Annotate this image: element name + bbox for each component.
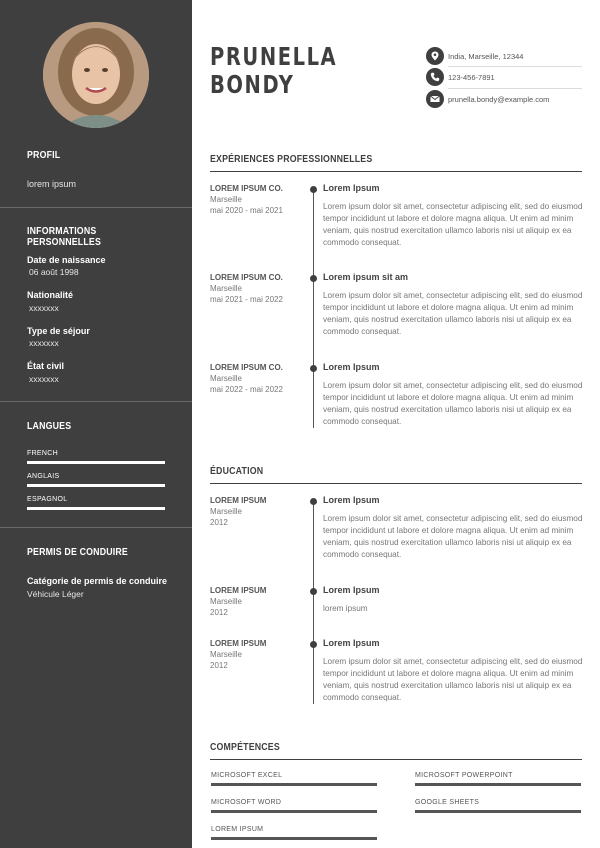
languages-heading: LANGUES — [27, 421, 72, 432]
experience-heading: EXPÉRIENCES PROFESSIONNELLES — [210, 154, 373, 165]
skills-heading: COMPÉTENCES — [210, 742, 280, 753]
entry-description: Lorem ipsum dolor sit amet, consectetur adipiscing elit, sed do eiusmod tempor incididunt ut labore et dolore magna aliqua. Ut enim ad minim veniam, quis nostrud exercitation ullamco laboris nisi ut aliquip ex ea commodo consequat. — [323, 657, 583, 702]
divider — [0, 401, 192, 402]
envelope-icon — [426, 90, 444, 108]
profile-text: lorem ipsum — [27, 179, 77, 189]
section-rule — [210, 483, 582, 484]
license-value: Véhicule Léger — [27, 589, 84, 599]
skill-level-bar — [211, 810, 377, 813]
personal-info-heading: INFORMATIONS PERSONNELLES — [27, 226, 102, 248]
entry-organization: LOREM IPSUM — [210, 639, 267, 648]
entry-city: Marseille — [210, 597, 243, 606]
skill-level-bar — [415, 783, 581, 786]
last-name: BONDY — [210, 70, 295, 99]
entry-dates: mai 2020 - mai 2021 — [210, 206, 283, 215]
divider — [0, 527, 192, 528]
divider — [448, 88, 582, 89]
entry-city: Marseille — [210, 650, 243, 659]
entry-title: Lorem Ipsum — [323, 585, 380, 595]
marital-status-value: xxxxxxx — [29, 374, 59, 384]
birthdate-label: Date de naissance — [27, 255, 106, 265]
entry-organization: LOREM IPSUM CO. — [210, 363, 283, 372]
contact-phone: 123-456-7891 — [448, 73, 495, 82]
skill-name: GOOGLE SHEETS — [415, 799, 480, 806]
entry-city: Marseille — [210, 374, 243, 383]
language-level-bar — [27, 507, 165, 510]
entry-title: Lorem Ipsum — [323, 638, 380, 648]
entry-organization: LOREM IPSUM — [210, 586, 267, 595]
education-heading: ÉDUCATION — [210, 466, 264, 477]
experience-timeline — [313, 188, 314, 428]
language-name: FRENCH — [27, 450, 58, 457]
timeline-dot — [310, 588, 317, 595]
entry-organization: LOREM IPSUM — [210, 496, 267, 505]
sidebar — [0, 0, 192, 848]
nationality-label: Nationalité — [27, 290, 74, 300]
entry-title: Lorem ipsum sit am — [323, 272, 409, 282]
entry-organization: LOREM IPSUM CO. — [210, 273, 283, 282]
skill-level-bar — [211, 837, 377, 840]
section-rule — [210, 759, 582, 760]
entry-description: Lorem ipsum dolor sit amet, consectetur adipiscing elit, sed do eiusmod tempor incididunt ut labore et dolore magna aliqua. Ut enim ad minim veniam, quis nostrud exercitation ullamco laboris nisi ut aliquip ex ea commodo consequat. — [323, 381, 583, 426]
timeline-dot — [310, 498, 317, 505]
entry-dates: 2012 — [210, 661, 228, 670]
entry-title: Lorem Ipsum — [323, 362, 380, 372]
entry-title: Lorem Ipsum — [323, 183, 380, 193]
phone-icon — [426, 68, 444, 86]
nationality-value: xxxxxxx — [29, 303, 59, 313]
timeline-dot — [310, 641, 317, 648]
education-timeline — [313, 500, 314, 704]
language-name: ESPAGNOL — [27, 496, 68, 503]
skill-name: LOREM IPSUM — [211, 826, 264, 833]
entry-dates: 2012 — [210, 608, 228, 617]
marital-status-label: État civil — [27, 361, 65, 371]
entry-dates: mai 2021 - mai 2022 — [210, 295, 283, 304]
location-pin-icon — [426, 47, 444, 65]
entry-description: Lorem ipsum dolor sit amet, consectetur adipiscing elit, sed do eiusmod tempor incididunt ut labore et dolore magna aliqua. Ut enim ad minim veniam, quis nostrud exercitation ullamco laboris nisi ut aliquip ex ea commodo consequat. — [323, 291, 583, 336]
first-name: PRUNELLA — [210, 42, 338, 71]
skill-name: MICROSOFT POWERPOINT — [415, 772, 513, 779]
divider — [0, 207, 192, 208]
license-label: Catégorie de permis de conduire — [27, 576, 168, 586]
entry-city: Marseille — [210, 195, 243, 204]
residence-type-label: Type de séjour — [27, 326, 90, 336]
section-rule — [210, 171, 582, 172]
entry-dates: 2012 — [210, 518, 228, 527]
entry-city: Marseille — [210, 507, 243, 516]
skill-level-bar — [211, 783, 377, 786]
license-heading: PERMIS DE CONDUIRE — [27, 547, 128, 558]
entry-dates: mai 2022 - mai 2022 — [210, 385, 283, 394]
residence-type-value: xxxxxxx — [29, 338, 59, 348]
skill-level-bar — [415, 810, 581, 813]
entry-description: Lorem ipsum dolor sit amet, consectetur adipiscing elit, sed do eiusmod tempor incididunt ut labore et dolore magna aliqua. Ut enim ad minim veniam, quis nostrud exercitation ullamco laboris nisi ut aliquip ex ea commodo consequat. — [323, 514, 583, 559]
language-level-bar — [27, 461, 165, 464]
entry-organization: LOREM IPSUM CO. — [210, 184, 283, 193]
timeline-dot — [310, 186, 317, 193]
entry-title: Lorem Ipsum — [323, 495, 380, 505]
contact-address: India, Marseille, 12344 — [448, 52, 524, 61]
language-level-bar — [27, 484, 165, 487]
skill-name: MICROSOFT WORD — [211, 799, 282, 806]
profile-heading: PROFIL — [27, 150, 61, 161]
timeline-dot — [310, 275, 317, 282]
entry-description: Lorem ipsum dolor sit amet, consectetur adipiscing elit, sed do eiusmod tempor incididunt ut labore et dolore magna aliqua. Ut enim ad minim veniam, quis nostrud exercitation ullamco laboris nisi ut aliquip ex ea commodo consequat. — [323, 202, 583, 247]
profile-photo — [43, 22, 149, 128]
contact-email: prunella.bondy@example.com — [448, 95, 550, 104]
birthdate-value: 06 août 1998 — [29, 267, 79, 277]
timeline-dot — [310, 365, 317, 372]
entry-description: lorem ipsum — [323, 604, 368, 613]
language-name: ANGLAIS — [27, 473, 60, 480]
divider — [448, 66, 582, 67]
entry-city: Marseille — [210, 284, 243, 293]
skill-name: MICROSOFT EXCEL — [211, 772, 283, 779]
